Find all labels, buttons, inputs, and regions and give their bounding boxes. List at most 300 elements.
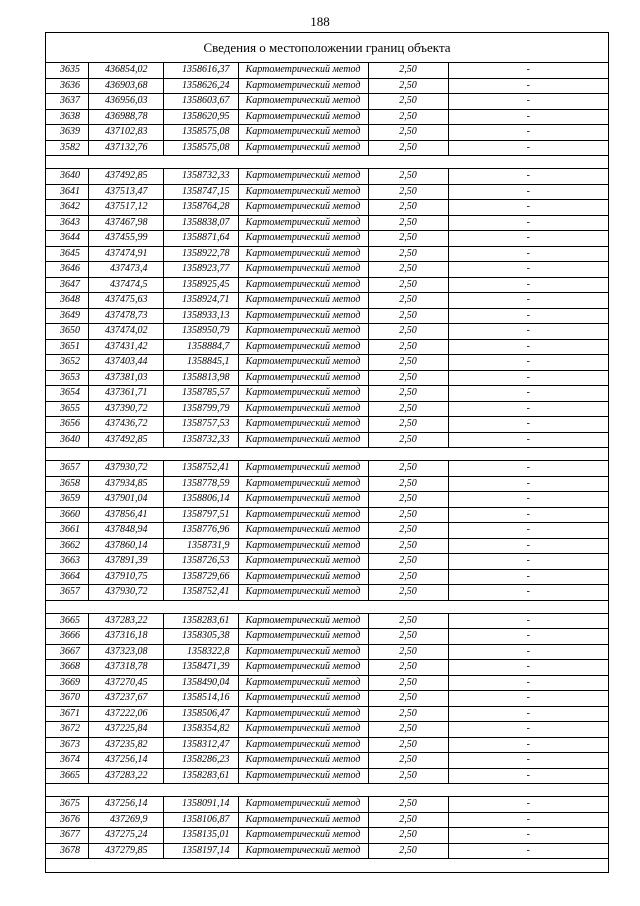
y-coordinate-cell: 1358286,23: [163, 753, 238, 769]
note-cell: -: [448, 401, 608, 417]
point-number-cell: 3639: [46, 125, 88, 141]
page-number: 188: [310, 14, 330, 29]
x-coordinate-cell: 437848,94: [88, 523, 163, 539]
y-coordinate-cell: 1358471,39: [163, 660, 238, 676]
accuracy-cell: 2,50: [368, 94, 448, 110]
accuracy-cell: 2,50: [368, 644, 448, 660]
note-cell: -: [448, 370, 608, 386]
table-row: [46, 140, 608, 156]
point-number-cell: 3659: [46, 492, 88, 508]
method-cell: Картометрический метод: [238, 432, 368, 448]
method-cell: Картометрический метод: [238, 812, 368, 828]
table-row: [46, 828, 608, 844]
note-cell: -: [448, 843, 608, 859]
x-coordinate-cell: 437269,9: [88, 812, 163, 828]
accuracy-cell: 2,50: [368, 753, 448, 769]
table-row: [46, 492, 608, 508]
x-coordinate-cell: 437474,91: [88, 246, 163, 262]
table-row: [46, 753, 608, 769]
note-cell: -: [448, 324, 608, 340]
note-cell: -: [448, 140, 608, 156]
accuracy-cell: 2,50: [368, 554, 448, 570]
method-cell: Картометрический метод: [238, 629, 368, 645]
accuracy-cell: 2,50: [368, 538, 448, 554]
x-coordinate-cell: 437492,85: [88, 432, 163, 448]
y-coordinate-cell: 1358924,71: [163, 293, 238, 309]
x-coordinate-cell: 437256,14: [88, 753, 163, 769]
method-cell: Картометрический метод: [238, 706, 368, 722]
y-coordinate-cell: 1358283,61: [163, 613, 238, 629]
point-number-cell: 3653: [46, 370, 88, 386]
method-cell: Картометрический метод: [238, 339, 368, 355]
x-coordinate-cell: 437222,06: [88, 706, 163, 722]
accuracy-cell: 2,50: [368, 722, 448, 738]
x-coordinate-cell: 436903,68: [88, 78, 163, 94]
x-coordinate-cell: 437467,98: [88, 215, 163, 231]
note-cell: -: [448, 660, 608, 676]
point-number-cell: 3638: [46, 109, 88, 125]
accuracy-cell: 2,50: [368, 339, 448, 355]
accuracy-cell: 2,50: [368, 262, 448, 278]
table-row: [46, 78, 608, 94]
note-cell: -: [448, 355, 608, 371]
method-cell: Картометрический метод: [238, 828, 368, 844]
y-coordinate-cell: 1358731,9: [163, 538, 238, 554]
table-row: [46, 613, 608, 629]
x-coordinate-cell: 437283,22: [88, 768, 163, 784]
group-separator-cell: [46, 784, 608, 797]
accuracy-cell: 2,50: [368, 660, 448, 676]
note-cell: -: [448, 169, 608, 185]
accuracy-cell: 2,50: [368, 78, 448, 94]
x-coordinate-cell: 437473,4: [88, 262, 163, 278]
table-row: [46, 277, 608, 293]
point-number-cell: 3654: [46, 386, 88, 402]
method-cell: Картометрический метод: [238, 125, 368, 141]
y-coordinate-cell: 1358838,07: [163, 215, 238, 231]
accuracy-cell: 2,50: [368, 293, 448, 309]
table-row: [46, 169, 608, 185]
note-cell: -: [448, 231, 608, 247]
point-number-cell: 3582: [46, 140, 88, 156]
method-cell: Картометрический метод: [238, 585, 368, 601]
method-cell: Картометрический метод: [238, 492, 368, 508]
y-coordinate-cell: 1358312,47: [163, 737, 238, 753]
table-row: [46, 339, 608, 355]
accuracy-cell: 2,50: [368, 169, 448, 185]
method-cell: Картометрический метод: [238, 644, 368, 660]
method-cell: Картометрический метод: [238, 293, 368, 309]
accuracy-cell: 2,50: [368, 812, 448, 828]
note-cell: -: [448, 215, 608, 231]
note-cell: -: [448, 184, 608, 200]
x-coordinate-cell: 437237,67: [88, 691, 163, 707]
point-number-cell: 3636: [46, 78, 88, 94]
note-cell: -: [448, 675, 608, 691]
y-coordinate-cell: 1358729,66: [163, 569, 238, 585]
x-coordinate-cell: 437283,22: [88, 613, 163, 629]
point-number-cell: 3673: [46, 737, 88, 753]
accuracy-cell: 2,50: [368, 109, 448, 125]
y-coordinate-cell: 1358764,28: [163, 200, 238, 216]
table-title: Сведения о местоположении границ объекта: [46, 33, 608, 63]
y-coordinate-cell: 1358305,38: [163, 629, 238, 645]
accuracy-cell: 2,50: [368, 768, 448, 784]
note-cell: -: [448, 538, 608, 554]
table-row: [46, 706, 608, 722]
note-cell: -: [448, 691, 608, 707]
y-coordinate-cell: 1358799,79: [163, 401, 238, 417]
table-row: [46, 569, 608, 585]
x-coordinate-cell: 437279,85: [88, 843, 163, 859]
table-row: [46, 461, 608, 477]
y-coordinate-cell: 1358603,67: [163, 94, 238, 110]
table-row: [46, 538, 608, 554]
note-cell: -: [448, 461, 608, 477]
accuracy-cell: 2,50: [368, 828, 448, 844]
point-number-cell: 3657: [46, 585, 88, 601]
x-coordinate-cell: 437431,42: [88, 339, 163, 355]
point-number-cell: 3652: [46, 355, 88, 371]
method-cell: Картометрический метод: [238, 461, 368, 477]
point-number-cell: 3676: [46, 812, 88, 828]
table-row: [46, 94, 608, 110]
method-cell: Картометрический метод: [238, 554, 368, 570]
x-coordinate-cell: 437235,82: [88, 737, 163, 753]
method-cell: Картометрический метод: [238, 140, 368, 156]
note-cell: -: [448, 200, 608, 216]
point-number-cell: 3667: [46, 644, 88, 660]
method-cell: Картометрический метод: [238, 277, 368, 293]
x-coordinate-cell: 437436,72: [88, 417, 163, 433]
accuracy-cell: 2,50: [368, 476, 448, 492]
x-coordinate-cell: 437225,84: [88, 722, 163, 738]
accuracy-cell: 2,50: [368, 417, 448, 433]
note-cell: -: [448, 417, 608, 433]
accuracy-cell: 2,50: [368, 308, 448, 324]
method-cell: Картометрический метод: [238, 63, 368, 78]
table-row: [46, 401, 608, 417]
note-cell: -: [448, 507, 608, 523]
group-separator-row: [46, 448, 608, 461]
accuracy-cell: 2,50: [368, 63, 448, 78]
x-coordinate-cell: 437478,73: [88, 308, 163, 324]
y-coordinate-cell: 1358490,04: [163, 675, 238, 691]
accuracy-cell: 2,50: [368, 737, 448, 753]
table-row: [46, 246, 608, 262]
method-cell: Картометрический метод: [238, 231, 368, 247]
point-number-cell: 3656: [46, 417, 88, 433]
accuracy-cell: 2,50: [368, 231, 448, 247]
table-row: [46, 675, 608, 691]
table-row: [46, 629, 608, 645]
note-cell: -: [448, 722, 608, 738]
method-cell: Картометрический метод: [238, 78, 368, 94]
x-coordinate-cell: 437901,04: [88, 492, 163, 508]
group-separator-cell: [46, 600, 608, 613]
point-number-cell: 3665: [46, 613, 88, 629]
point-number-cell: 3677: [46, 828, 88, 844]
y-coordinate-cell: 1358575,08: [163, 125, 238, 141]
method-cell: Картометрический метод: [238, 109, 368, 125]
table-row: [46, 843, 608, 859]
point-number-cell: 3672: [46, 722, 88, 738]
accuracy-cell: 2,50: [368, 629, 448, 645]
method-cell: Картометрический метод: [238, 538, 368, 554]
x-coordinate-cell: 437270,45: [88, 675, 163, 691]
point-number-cell: 3674: [46, 753, 88, 769]
x-coordinate-cell: 437891,39: [88, 554, 163, 570]
table-row: [46, 293, 608, 309]
note-cell: -: [448, 828, 608, 844]
point-number-cell: 3647: [46, 277, 88, 293]
point-number-cell: 3650: [46, 324, 88, 340]
y-coordinate-cell: 1358871,64: [163, 231, 238, 247]
y-coordinate-cell: 1358785,57: [163, 386, 238, 402]
table-row: [46, 660, 608, 676]
method-cell: Картометрический метод: [238, 569, 368, 585]
table-row: [46, 523, 608, 539]
note-cell: -: [448, 613, 608, 629]
y-coordinate-cell: 1358757,53: [163, 417, 238, 433]
x-coordinate-cell: 437475,63: [88, 293, 163, 309]
table-row: [46, 63, 608, 78]
table-row: [46, 507, 608, 523]
x-coordinate-cell: 436854,02: [88, 63, 163, 78]
note-cell: -: [448, 262, 608, 278]
coordinates-table-body: [46, 63, 608, 859]
y-coordinate-cell: 1358747,15: [163, 184, 238, 200]
method-cell: Картометрический метод: [238, 737, 368, 753]
y-coordinate-cell: 1358506,47: [163, 706, 238, 722]
table-row: [46, 386, 608, 402]
point-number-cell: 3641: [46, 184, 88, 200]
method-cell: Картометрический метод: [238, 691, 368, 707]
point-number-cell: 3637: [46, 94, 88, 110]
accuracy-cell: 2,50: [368, 125, 448, 141]
note-cell: -: [448, 94, 608, 110]
note-cell: -: [448, 339, 608, 355]
point-number-cell: 3635: [46, 63, 88, 78]
y-coordinate-cell: 1358732,33: [163, 169, 238, 185]
method-cell: Картометрический метод: [238, 507, 368, 523]
method-cell: Картометрический метод: [238, 94, 368, 110]
x-coordinate-cell: 437513,47: [88, 184, 163, 200]
note-cell: -: [448, 706, 608, 722]
x-coordinate-cell: 437860,14: [88, 538, 163, 554]
y-coordinate-cell: 1358322,8: [163, 644, 238, 660]
table-row: [46, 215, 608, 231]
method-cell: Картометрический метод: [238, 417, 368, 433]
point-number-cell: 3648: [46, 293, 88, 309]
point-number-cell: 3649: [46, 308, 88, 324]
note-cell: -: [448, 797, 608, 813]
y-coordinate-cell: 1358091,14: [163, 797, 238, 813]
y-coordinate-cell: 1358197,14: [163, 843, 238, 859]
accuracy-cell: 2,50: [368, 797, 448, 813]
x-coordinate-cell: 437492,85: [88, 169, 163, 185]
method-cell: Картометрический метод: [238, 386, 368, 402]
note-cell: -: [448, 812, 608, 828]
point-number-cell: 3675: [46, 797, 88, 813]
method-cell: Картометрический метод: [238, 262, 368, 278]
y-coordinate-cell: 1358732,33: [163, 432, 238, 448]
accuracy-cell: 2,50: [368, 523, 448, 539]
x-coordinate-cell: 437403,44: [88, 355, 163, 371]
x-coordinate-cell: 437316,18: [88, 629, 163, 645]
method-cell: Картометрический метод: [238, 523, 368, 539]
table-row: [46, 737, 608, 753]
method-cell: Картометрический метод: [238, 308, 368, 324]
coordinates-table: [46, 63, 608, 859]
note-cell: -: [448, 432, 608, 448]
point-number-cell: 3657: [46, 461, 88, 477]
method-cell: Картометрический метод: [238, 324, 368, 340]
accuracy-cell: 2,50: [368, 461, 448, 477]
table-row: [46, 417, 608, 433]
table-row: [46, 109, 608, 125]
point-number-cell: 3644: [46, 231, 88, 247]
method-cell: Картометрический метод: [238, 613, 368, 629]
accuracy-cell: 2,50: [368, 140, 448, 156]
point-number-cell: 3664: [46, 569, 88, 585]
point-number-cell: 3640: [46, 169, 88, 185]
x-coordinate-cell: 436956,03: [88, 94, 163, 110]
note-cell: -: [448, 386, 608, 402]
y-coordinate-cell: 1358925,45: [163, 277, 238, 293]
y-coordinate-cell: 1358933,13: [163, 308, 238, 324]
x-coordinate-cell: 437132,76: [88, 140, 163, 156]
accuracy-cell: 2,50: [368, 277, 448, 293]
point-number-cell: 3640: [46, 432, 88, 448]
y-coordinate-cell: 1358620,95: [163, 109, 238, 125]
accuracy-cell: 2,50: [368, 200, 448, 216]
y-coordinate-cell: 1358616,37: [163, 63, 238, 78]
note-cell: -: [448, 554, 608, 570]
method-cell: Картометрический метод: [238, 370, 368, 386]
accuracy-cell: 2,50: [368, 184, 448, 200]
note-cell: -: [448, 492, 608, 508]
group-separator-cell: [46, 156, 608, 169]
x-coordinate-cell: 437318,78: [88, 660, 163, 676]
point-number-cell: 3655: [46, 401, 88, 417]
accuracy-cell: 2,50: [368, 386, 448, 402]
x-coordinate-cell: 437856,41: [88, 507, 163, 523]
point-number-cell: 3658: [46, 476, 88, 492]
method-cell: Картометрический метод: [238, 843, 368, 859]
note-cell: -: [448, 109, 608, 125]
x-coordinate-cell: 437455,99: [88, 231, 163, 247]
method-cell: Картометрический метод: [238, 401, 368, 417]
point-number-cell: 3671: [46, 706, 88, 722]
table-row: [46, 585, 608, 601]
note-cell: -: [448, 246, 608, 262]
accuracy-cell: 2,50: [368, 432, 448, 448]
point-number-cell: 3643: [46, 215, 88, 231]
x-coordinate-cell: 436988,78: [88, 109, 163, 125]
table-row: [46, 324, 608, 340]
note-cell: -: [448, 644, 608, 660]
table-row: [46, 768, 608, 784]
y-coordinate-cell: 1358950,79: [163, 324, 238, 340]
accuracy-cell: 2,50: [368, 843, 448, 859]
x-coordinate-cell: 437930,72: [88, 461, 163, 477]
method-cell: Картометрический метод: [238, 169, 368, 185]
x-coordinate-cell: 437474,02: [88, 324, 163, 340]
table-row: [46, 200, 608, 216]
table-row: [46, 184, 608, 200]
x-coordinate-cell: 437323,08: [88, 644, 163, 660]
note-cell: -: [448, 629, 608, 645]
method-cell: Картометрический метод: [238, 675, 368, 691]
note-cell: -: [448, 476, 608, 492]
boundary-table-sheet: [45, 32, 609, 873]
method-cell: Картометрический метод: [238, 246, 368, 262]
method-cell: Картометрический метод: [238, 768, 368, 784]
y-coordinate-cell: 1358135,01: [163, 828, 238, 844]
y-coordinate-cell: 1358575,08: [163, 140, 238, 156]
table-row: [46, 308, 608, 324]
accuracy-cell: 2,50: [368, 691, 448, 707]
accuracy-cell: 2,50: [368, 613, 448, 629]
table-row: [46, 125, 608, 141]
table-row: [46, 722, 608, 738]
table-row: [46, 432, 608, 448]
table-row: [46, 812, 608, 828]
note-cell: -: [448, 768, 608, 784]
y-coordinate-cell: 1358283,61: [163, 768, 238, 784]
method-cell: Картометрический метод: [238, 722, 368, 738]
y-coordinate-cell: 1358797,51: [163, 507, 238, 523]
x-coordinate-cell: 437390,72: [88, 401, 163, 417]
y-coordinate-cell: 1358845,1: [163, 355, 238, 371]
y-coordinate-cell: 1358106,87: [163, 812, 238, 828]
note-cell: -: [448, 63, 608, 78]
point-number-cell: 3661: [46, 523, 88, 539]
table-row: [46, 355, 608, 371]
accuracy-cell: 2,50: [368, 569, 448, 585]
note-cell: -: [448, 308, 608, 324]
accuracy-cell: 2,50: [368, 507, 448, 523]
group-separator-row: [46, 156, 608, 169]
y-coordinate-cell: 1358922,78: [163, 246, 238, 262]
method-cell: Картометрический метод: [238, 476, 368, 492]
point-number-cell: 3665: [46, 768, 88, 784]
y-coordinate-cell: 1358813,98: [163, 370, 238, 386]
method-cell: Картометрический метод: [238, 355, 368, 371]
note-cell: -: [448, 78, 608, 94]
table-row: [46, 691, 608, 707]
x-coordinate-cell: 437381,03: [88, 370, 163, 386]
table-row: [46, 797, 608, 813]
y-coordinate-cell: 1358626,24: [163, 78, 238, 94]
table-row: [46, 231, 608, 247]
point-number-cell: 3645: [46, 246, 88, 262]
accuracy-cell: 2,50: [368, 706, 448, 722]
accuracy-cell: 2,50: [368, 675, 448, 691]
note-cell: -: [448, 737, 608, 753]
y-coordinate-cell: 1358752,41: [163, 461, 238, 477]
group-separator-row: [46, 600, 608, 613]
x-coordinate-cell: 437910,75: [88, 569, 163, 585]
point-number-cell: 3642: [46, 200, 88, 216]
note-cell: -: [448, 585, 608, 601]
point-number-cell: 3663: [46, 554, 88, 570]
table-row: [46, 370, 608, 386]
x-coordinate-cell: 437930,72: [88, 585, 163, 601]
method-cell: Картометрический метод: [238, 753, 368, 769]
accuracy-cell: 2,50: [368, 585, 448, 601]
